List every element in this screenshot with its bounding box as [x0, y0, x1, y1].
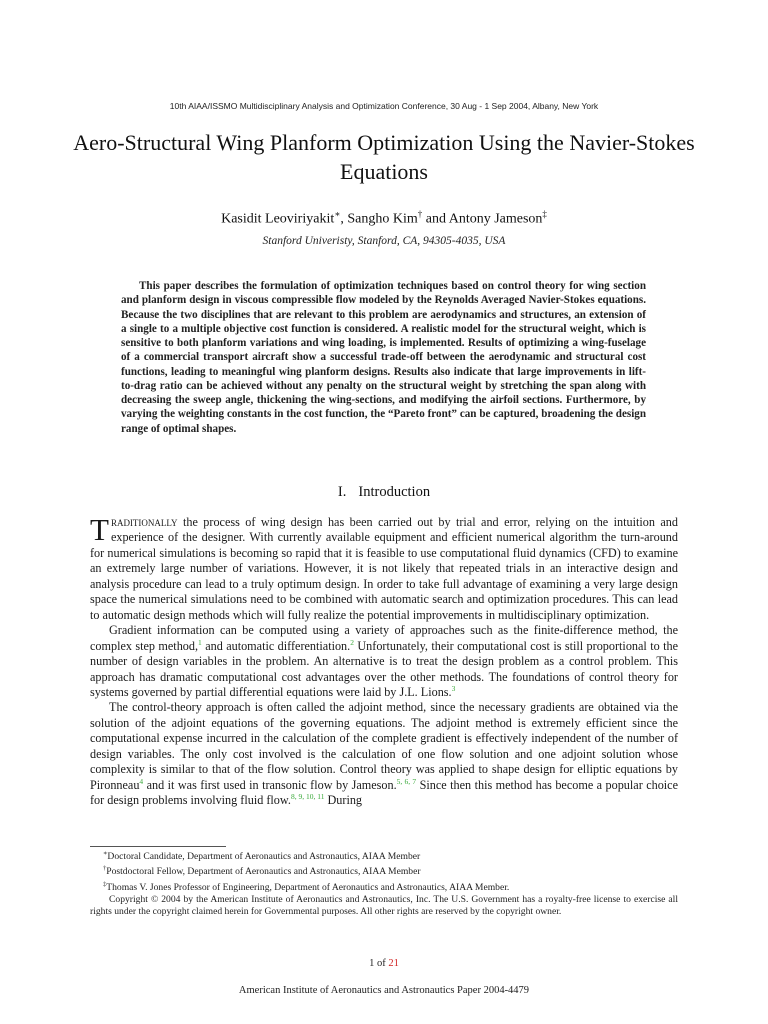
paragraph-text: The control-theory approach is often called the adjoint method, since the necessary gradients are obtained via the solution of the adjoint equations of the governing equations. The adjoint method is extremely efficient since the computational expense incurred in the calculation of the complete gradient is effectively independent of the number of design variables. The only cost involved is the calculation of one flow solution and one adjoint solution whose complexity is similar to that of the flow solution. Control theory was applied to shape design for elliptic equations by Pironneau	[90, 700, 678, 792]
abstract: This paper describes the formulation of optimization techniques based on control theory for wing section and planform design in viscous compressible flow modeled by the Reynolds Averaged Navier-Stokes equations. Because the two disciplines that are relevant to this problem are aerodynamics and structures, an extension of a single to a multiple objective cost function is considered. A realistic model for the structural weight, which is sensitive to both planform variations and wing loading, is implemented. Results of optimizing a wing-fuselage of a commercial transport aircraft show a successful trade-off between the aerodynamic and structural cost functions, leading to meaningful wing planform designs. Results also indicate that large improvements in lift-to-drag ratio can be achieved without any penalty on the structural weight by stretching the span along with decreasing the sweep angle, thickening the wing-sections, and modifying the airfoil sections. Furthermore, by varying the weighting constants in the cost function, the “Pareto front” can be captured, broadening the design range of optimal shapes.	[121, 280, 646, 435]
small-caps-lead: raditionally	[110, 515, 178, 529]
page-current: 1	[369, 958, 375, 969]
page-number	[0, 958, 768, 969]
footnote-text: Thomas V. Jones Professor of Engineering, Department of Aeronautics and Astronautics, AIAA Member.	[106, 881, 510, 893]
section-title: Introduction	[358, 484, 431, 500]
page-footer: American Institute of Aeronautics and Astronautics Paper 2004-4479	[238, 985, 530, 996]
footnote-mark: ∗	[103, 850, 108, 857]
citation-link[interactable]: 1	[198, 637, 202, 647]
paragraph	[90, 623, 678, 700]
conference-header: 10th AIAA/ISSMO Multidisciplinary Analysis and Optimization Conference, 30 Aug - 1 Sep 2004, Albany, New York	[169, 101, 599, 111]
section-heading	[0, 484, 768, 501]
citation-link[interactable]: 8, 9, 10, 11	[290, 792, 325, 802]
paragraph	[90, 512, 678, 623]
paragraph	[90, 700, 678, 808]
footnote-text: Postdoctoral Fellow, Department of Aeronautics and Astronautics, AIAA Member	[106, 866, 421, 878]
author-name: Kasidit Leoviriyakit	[221, 211, 335, 227]
paragraph-text: the process of wing design has been carried out by trial and error, relying on the intuition and experience of the designer. With currently available equipment and efficient numerical algorithm the turn-around for numerical simulations is becoming so rapid that it is feasible to use computational fluid dynamics (CFD) to examine an extremely large number of variations. However, it is not likely that repeated trials in an interactive design and analysis procedure can lead to a truly optimum design. In order to take full advantage of examining a very large design space the numerical simulations need to be combined with automatic search and optimization procedures. This can lead to automatic design methods which will fully realize the potential improvements in multidisciplinary optimization.	[90, 515, 678, 622]
author-footnote-mark[interactable]: ‡	[542, 209, 547, 219]
footnote	[90, 879, 678, 894]
author-name: Sangho Kim	[347, 211, 418, 227]
author-separator: ,	[340, 211, 348, 227]
author-list	[0, 209, 768, 228]
paper-title: Aero-Structural Wing Planform Optimization Using the Navier-Stokes Equations	[73, 130, 695, 184]
paragraph-text: and it was first used in transonic flow by Jameson.	[143, 777, 397, 792]
paragraph-text: Gradient information can be computed using a variety of approaches such as the finite-difference method, the complex step method,	[90, 623, 678, 653]
paragraph-text: Since then this method has become a popular choice for design problems involving fluid flow.	[90, 777, 679, 808]
paragraph-text: During	[324, 793, 363, 808]
page-total-link[interactable]: 21	[388, 958, 399, 969]
drop-cap: T	[90, 512, 109, 547]
citation-link[interactable]: 3	[451, 683, 456, 693]
author-footnote-mark[interactable]: ∗	[334, 209, 341, 219]
paragraph-text: Unfortunately, their computational cost is still proportional to the number of design variables in the problem. An alternative is to treat the design problem as a control problem. This approach has dramatic computational cost advantages over the other methods. The foundations of control theory for systems governed by partial differential equations were laid by J.L. Lions.	[90, 638, 678, 699]
footnotes	[90, 848, 678, 919]
footnote-mark: †	[103, 865, 107, 873]
citation-link[interactable]: 4	[139, 776, 144, 786]
citation-link[interactable]: 5, 6, 7	[396, 776, 417, 786]
introduction-body	[90, 512, 679, 809]
footnote	[90, 848, 678, 863]
footnote-divider	[90, 846, 226, 847]
citation-link[interactable]: 2	[350, 637, 354, 647]
footnote-text: Doctoral Candidate, Department of Aeronautics and Astronautics, AIAA Member	[107, 851, 421, 863]
author-footnote-mark[interactable]: †	[417, 209, 423, 219]
author-name: Antony Jameson	[448, 211, 543, 227]
section-number: I.	[337, 484, 347, 500]
page-of-label: of	[377, 958, 386, 969]
affiliation: Stanford Univeristy, Stanford, CA, 94305-4035, USA	[262, 235, 506, 247]
author-separator: and	[422, 211, 449, 227]
paragraph-text: and automatic differentiation.	[201, 638, 351, 653]
footnote-mark: ‡	[103, 880, 107, 888]
copyright-notice: Copyright © 2004 by the American Institute of Aeronautics and Astronautics, Inc. The U.S. Government has a royalty-free license to exercise all rights under the copyright claimed herein for Governmental purposes. All other rights are reserved by the copyright owner.	[90, 894, 678, 918]
footnote	[90, 863, 678, 878]
